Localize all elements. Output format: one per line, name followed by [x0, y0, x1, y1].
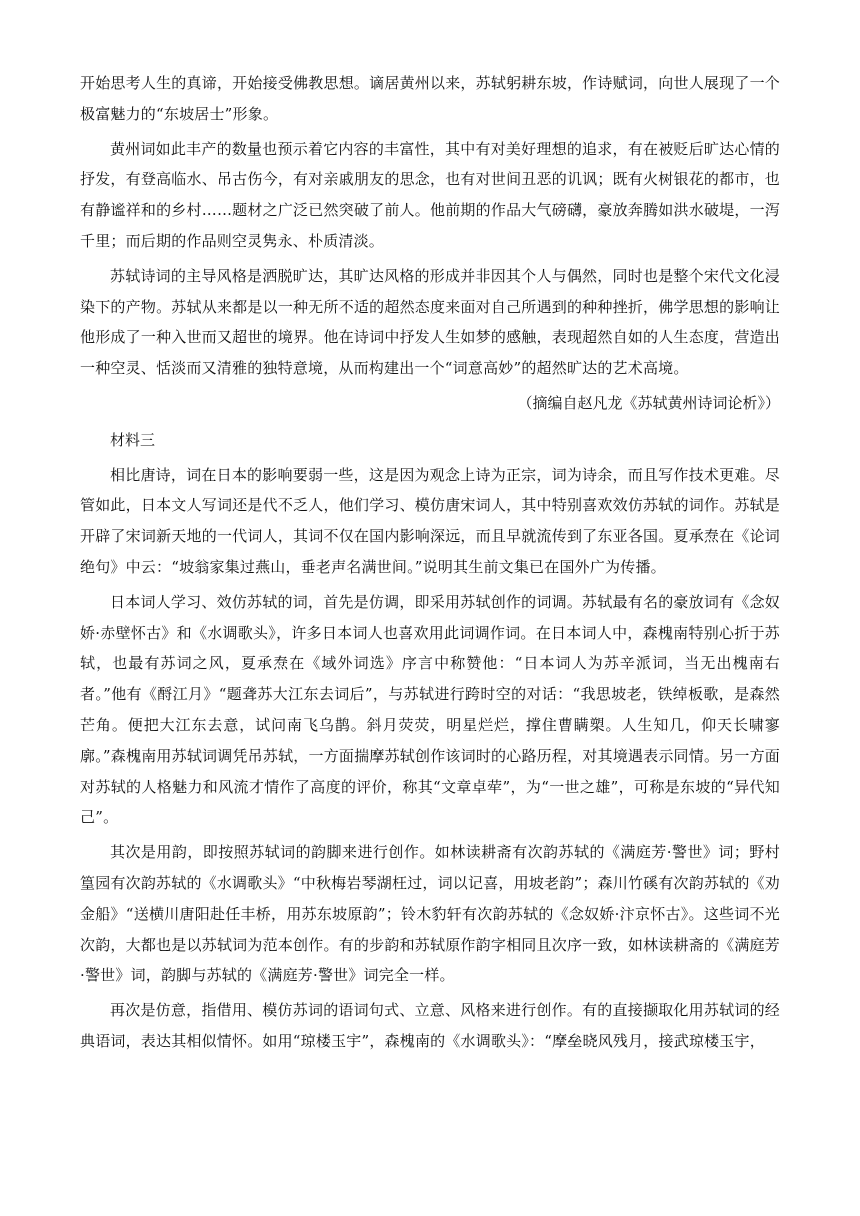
paragraph-6: 其次是用韵，即按照苏轼词的韵脚来进行创作。如林读耕斋有次韵苏轼的《满庭芳·警世》词；野村篁园有次韵苏轼的《水调歌头》“中秋梅岩琴湖枉过，词以记喜，用坡老韵”；森川竹磎有次韵苏轼的《劝金船》“送横川唐阳赴任丰桥，用苏东坡原韵”；铃木豹轩有次韵苏轼的《念奴娇·汴京怀古》。这些词不光次韵，大都也是以苏轼词为范本创作。有的步韵和苏轼原作韵字相同且次序一致，如林读耕斋的《满庭芳·警世》词，韵脚与苏轼的《满庭芳·警世》词完全一样。 [80, 843, 780, 985]
paragraph-7: 再次是仿意，指借用、模仿苏词的语词句式、立意、风格来进行创作。有的直接撷取化用苏轼词的经典语词，表达其相似情怀。如用“琼楼玉宇”，森槐南的《水调歌头》：“摩垒晓风残月，接武琼楼玉宇， [80, 1001, 780, 1050]
paragraph-3: 苏轼诗词的主导风格是洒脱旷达，其旷达风格的形成并非因其个人与偶然，同时也是整个宋代文化浸染下的产物。苏轼从来都是以一种无所不适的超然态度来面对自己所遇到的种种挫折，佛学思想的影响让他形成了一种入世而又超世的境界。他在诗词中抒发人生如梦的感触，表现超然自如的人生态度，营造出一种空灵、恬淡而又清雅的独特意境，从而构建出一个“词意高妙”的超然旷达的艺术高境。 [80, 266, 780, 378]
source-citation: （摘编自赵凡龙《苏轼黄州诗词论析》） [517, 393, 780, 412]
paragraph-5: 日本词人学习、效仿苏轼的词，首先是仿调，即采用苏轼创作的词调。苏轼最有名的豪放词有《念奴娇·赤壁怀古》和《水调歌头》，许多日本词人也喜欢用此词调作词。在日本词人中，森槐南特别心折于苏轼，也最有苏词之风，夏承焘在《域外词选》序言中称赞他：“日本词人为苏辛派词，当无出槐南右者。”他有《酹江月》“题聋苏大江东去词后”，与苏轼进行跨时空的对话：“我思坡老，铁绰板歌，是森然芒角。便把大江东去意，试问南飞乌鹊。斜月荧荧，明星烂烂，撑住曹瞒槊。人生知几，仰天长啸寥廓。”森槐南用苏轼词调凭吊苏轼，一方面揣摩苏轼创作该词时的心路历程，对其境遇表示同情。另一方面对苏轼的人格魅力和风流才情作了高度的评价，称其“文章卓荦”，为“一世之雄”，可称是东坡的“异代知己”。 [80, 592, 780, 827]
section-heading: 材料三 [110, 430, 156, 449]
paragraph-4: 相比唐诗，词在日本的影响要弱一些，这是因为观念上诗为正宗，词为诗余，而且写作技术更难。尽管如此，日本文人写词还是代不乏人，他们学习、模仿唐宋词人，其中特别喜欢效仿苏轼的词作。苏轼是开辟了宋词新天地的一代词人，其词不仅在国内影响深远，而且早就流传到了东亚各国。夏承焘在《论词绝句》中云：“坡翁家集过燕山，垂老声名满世间。”说明其生前文集已在国外广为传播。 [80, 465, 780, 576]
paragraph-1: 开始思考人生的真谛，开始接受佛教思想。谪居黄州以来，苏轼躬耕东坡，作诗赋词，向世人展现了一个极富魅力的“东坡居士”形象。 [80, 74, 780, 123]
document-page [80, 68, 780, 1061]
paragraph-2: 黄州词如此丰产的数量也预示着它内容的丰富性，其中有对美好理想的追求，有在被贬后旷达心情的抒发，有登高临水、吊古伤今，有对亲戚朋友的思念，也有对世间丑恶的讥讽；既有火树银花的都市，也有静谧祥和的乡村……题材之广泛已然突破了前人。他前期的作品大气磅礴，豪放奔腾如洪水破堤，一泻千里；而后期的作品则空灵隽永、朴质清淡。 [80, 139, 780, 250]
